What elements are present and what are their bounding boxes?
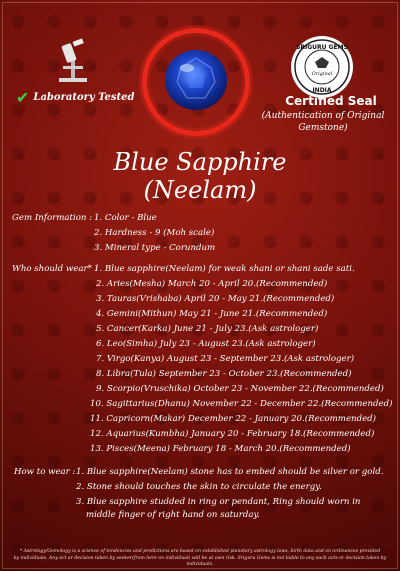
who-item: 4. Gemini(Mithun) May 21 - June 21.(Recommended) — [96, 309, 328, 319]
page-title: Blue Sapphire — [113, 148, 287, 176]
gem-info-item: 1. Color - Blue — [94, 213, 157, 223]
who-item: 2. Aries(Mesha) March 20 - April 20.(Recommended) — [96, 279, 328, 289]
footnote-line1: * Astrology/Gemology is a science of tendencies and predictions are based on established planetary astrology laws, birth data and on ordinances provided — [19, 549, 381, 554]
how-item: 2. Stone should touches the skin to circulate the energy. — [76, 482, 322, 492]
who-should-wear-label: Who should wear* : — [12, 264, 98, 274]
who-item: 9. Scorpio(Vruschika) October 23 - November 22.(Recommended) — [96, 384, 384, 394]
footnote-line2: by individuals. Any act or decision taken by seeker(from here on individual) will be at own risk. Sriguru Gems is not liable to any such acts or decision taken by individuals. — [13, 556, 387, 567]
seal-ring-text-top: SRIGURU GEMS — [296, 44, 348, 51]
gem-info-label: Gem Information : — [12, 213, 93, 223]
seal-center-text: Original — [311, 71, 333, 77]
how-item: middle finger of right hand on saturday. — [86, 510, 260, 520]
who-item: 11. Capricorn(Makar) December 22 - January 20.(Recommended) — [90, 414, 377, 424]
seal-ring-text-bottom: INDIA — [312, 87, 332, 94]
certified-seal-icon — [289, 34, 355, 100]
who-item: 10. Sagittarius(Dhanu) November 22 - December 22.(Recommended) — [90, 399, 393, 409]
gem-info-item: 2. Hardness - 9 (Moh scale) — [94, 228, 215, 238]
who-item: 12. Aquarius(Kumbha) January 20 - February 18.(Recommended) — [90, 429, 375, 439]
checkmark-icon: ✔ — [16, 88, 30, 107]
gem-info-item: 3. Mineral type - Corundum — [94, 243, 216, 253]
page-subtitle: (Neelam) — [143, 176, 257, 204]
how-item: 3. Blue sapphire studded in ring or pendant, Ring should worn in — [76, 497, 361, 507]
microscope-icon — [55, 38, 91, 84]
certified-seal-subtitle — [252, 110, 394, 134]
lab-tested-label: Laboratory Tested — [33, 92, 135, 103]
who-item: 5. Cancer(Karka) June 21 - July 23.(Ask astrologer) — [96, 324, 319, 334]
certified-seal-title: Certified Seal — [285, 94, 377, 108]
who-item: 13. Pisces(Meena) February 18 - March 20.(Recommended) — [90, 444, 351, 454]
blue-sapphire-gem-image — [163, 48, 229, 112]
who-item: 7. Virgo(Kanya) August 23 - September 23.(Ask astrologer) — [96, 354, 355, 364]
how-item: 1. Blue sapphire(Neelam) stone has to embed should be silver or gold. — [76, 467, 384, 477]
who-item: 1. Blue sapphire(Neelam) for weak shani or shani sade sati. — [94, 264, 355, 274]
certified-seal-sub-line1: (Authentication of Original — [261, 111, 385, 121]
how-to-wear-label: How to wear : — [14, 467, 76, 477]
lab-tested-badge — [16, 88, 134, 107]
who-item: 3. Tauras(Vrishaba) April 20 - May 21.(Recommended) — [96, 294, 335, 304]
who-item: 6. Leo(Simha) July 23 - August 23.(Ask astrologer) — [96, 339, 316, 349]
who-item: 8. Libra(Tula) September 23 - October 23.(Recommended) — [96, 369, 352, 379]
certified-seal-sub-line2: Gemstone) — [298, 123, 348, 133]
